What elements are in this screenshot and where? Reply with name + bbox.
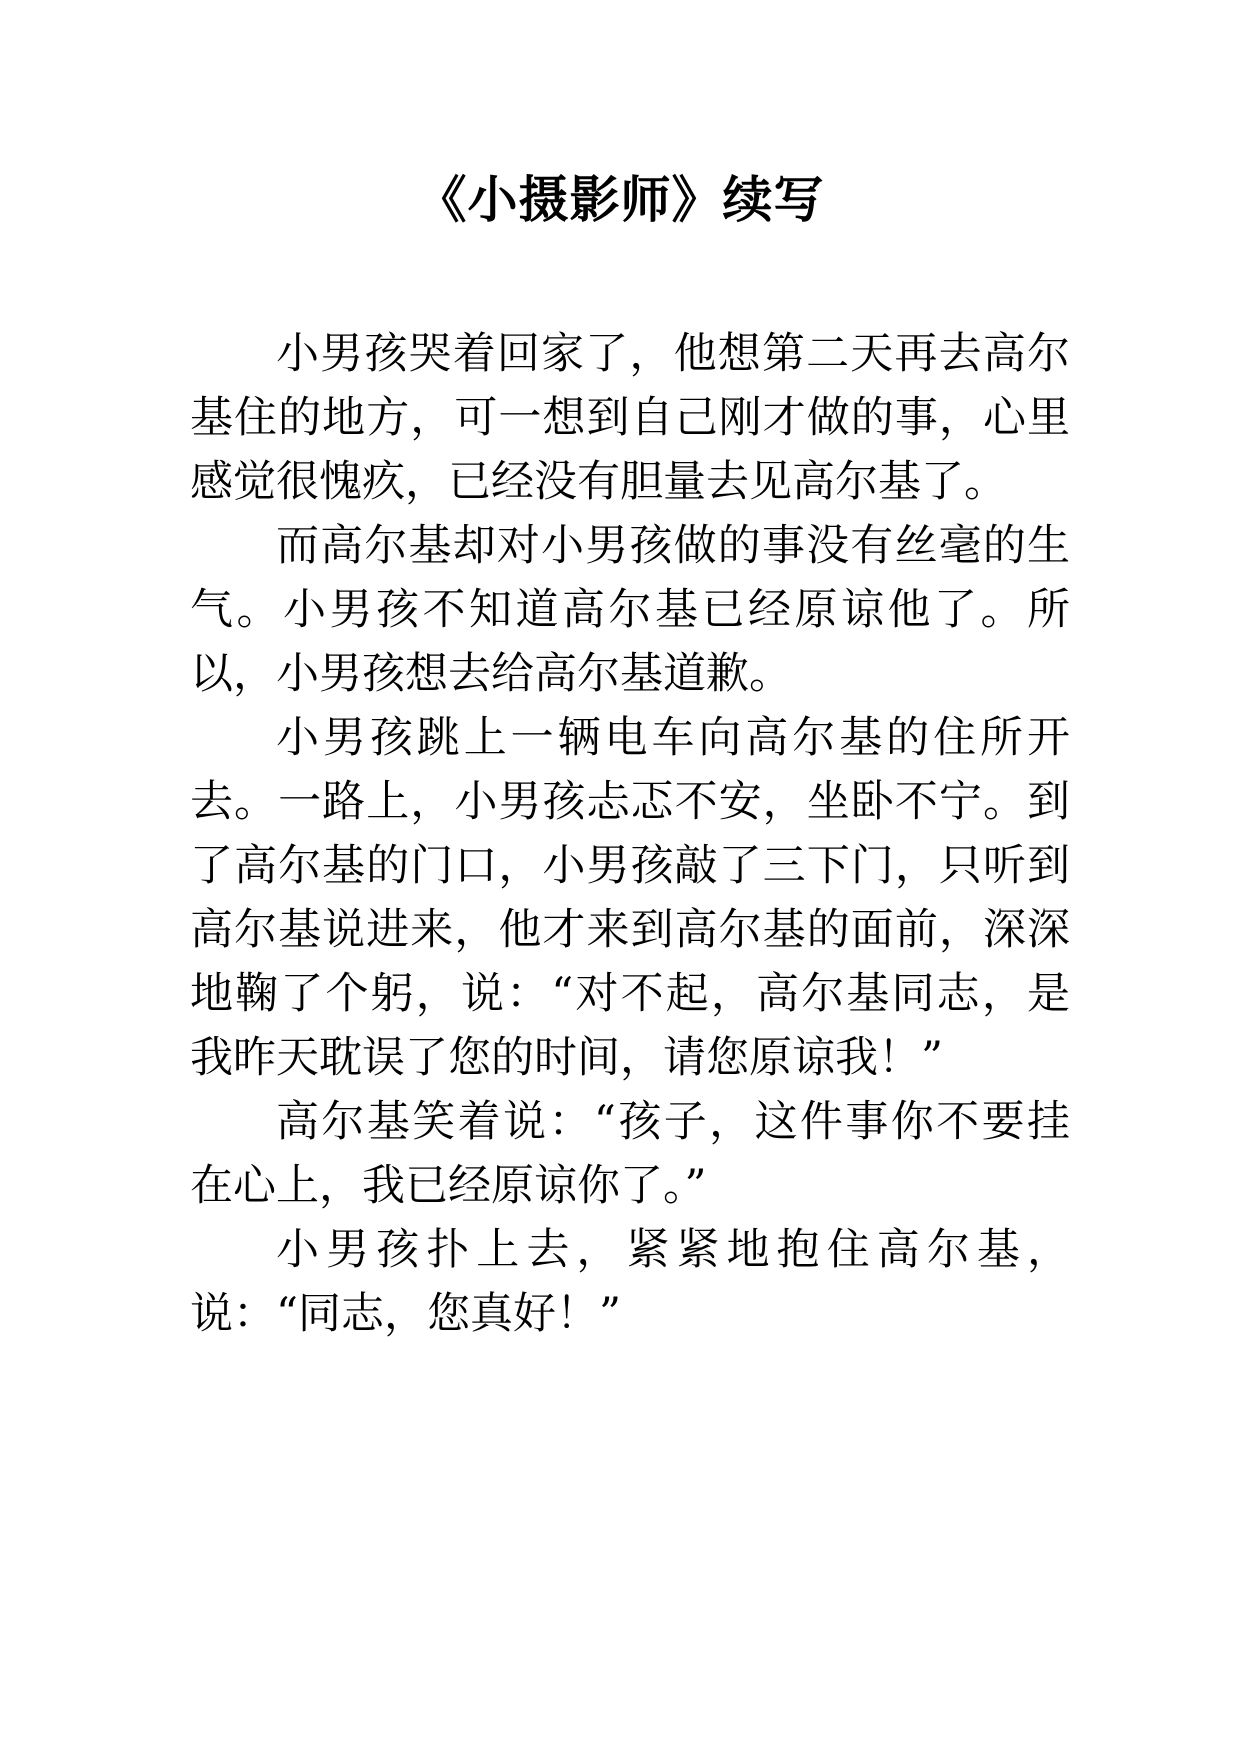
paragraph-5: 小男孩扑上去，紧紧地抱住高尔基，说：“同志，您真好！” <box>190 1225 1070 1339</box>
paragraph-2: 而高尔基却对小男孩做的事没有丝毫的生气。小男孩不知道高尔基已经原谅他了。所以，小男孩想去给高尔基道歉。 <box>190 521 1070 699</box>
paragraph-4: 高尔基笑着说：“孩子，这件事你不要挂在心上，我已经原谅你了。” <box>190 1097 1070 1211</box>
paragraph-3: 小男孩跳上一辆电车向高尔基的住所开去。一路上，小男孩忐忑不安，坐卧不宁。到了高尔基的门口，小男孩敲了三下门，只听到高尔基说进来，他才来到高尔基的面前，深深地鞠了个躬，说：“对不起，高尔基同志，是我昨天耽误了您的时间，请您原谅我！” <box>190 713 1070 1083</box>
paragraph-1: 小男孩哭着回家了，他想第二天再去高尔基住的地方，可一想到自己刚才做的事，心里感觉很愧疚，已经没有胆量去见高尔基了。 <box>190 329 1070 507</box>
document-title: 《小摄影师》续写 <box>416 171 825 229</box>
document-body <box>190 322 1070 1346</box>
